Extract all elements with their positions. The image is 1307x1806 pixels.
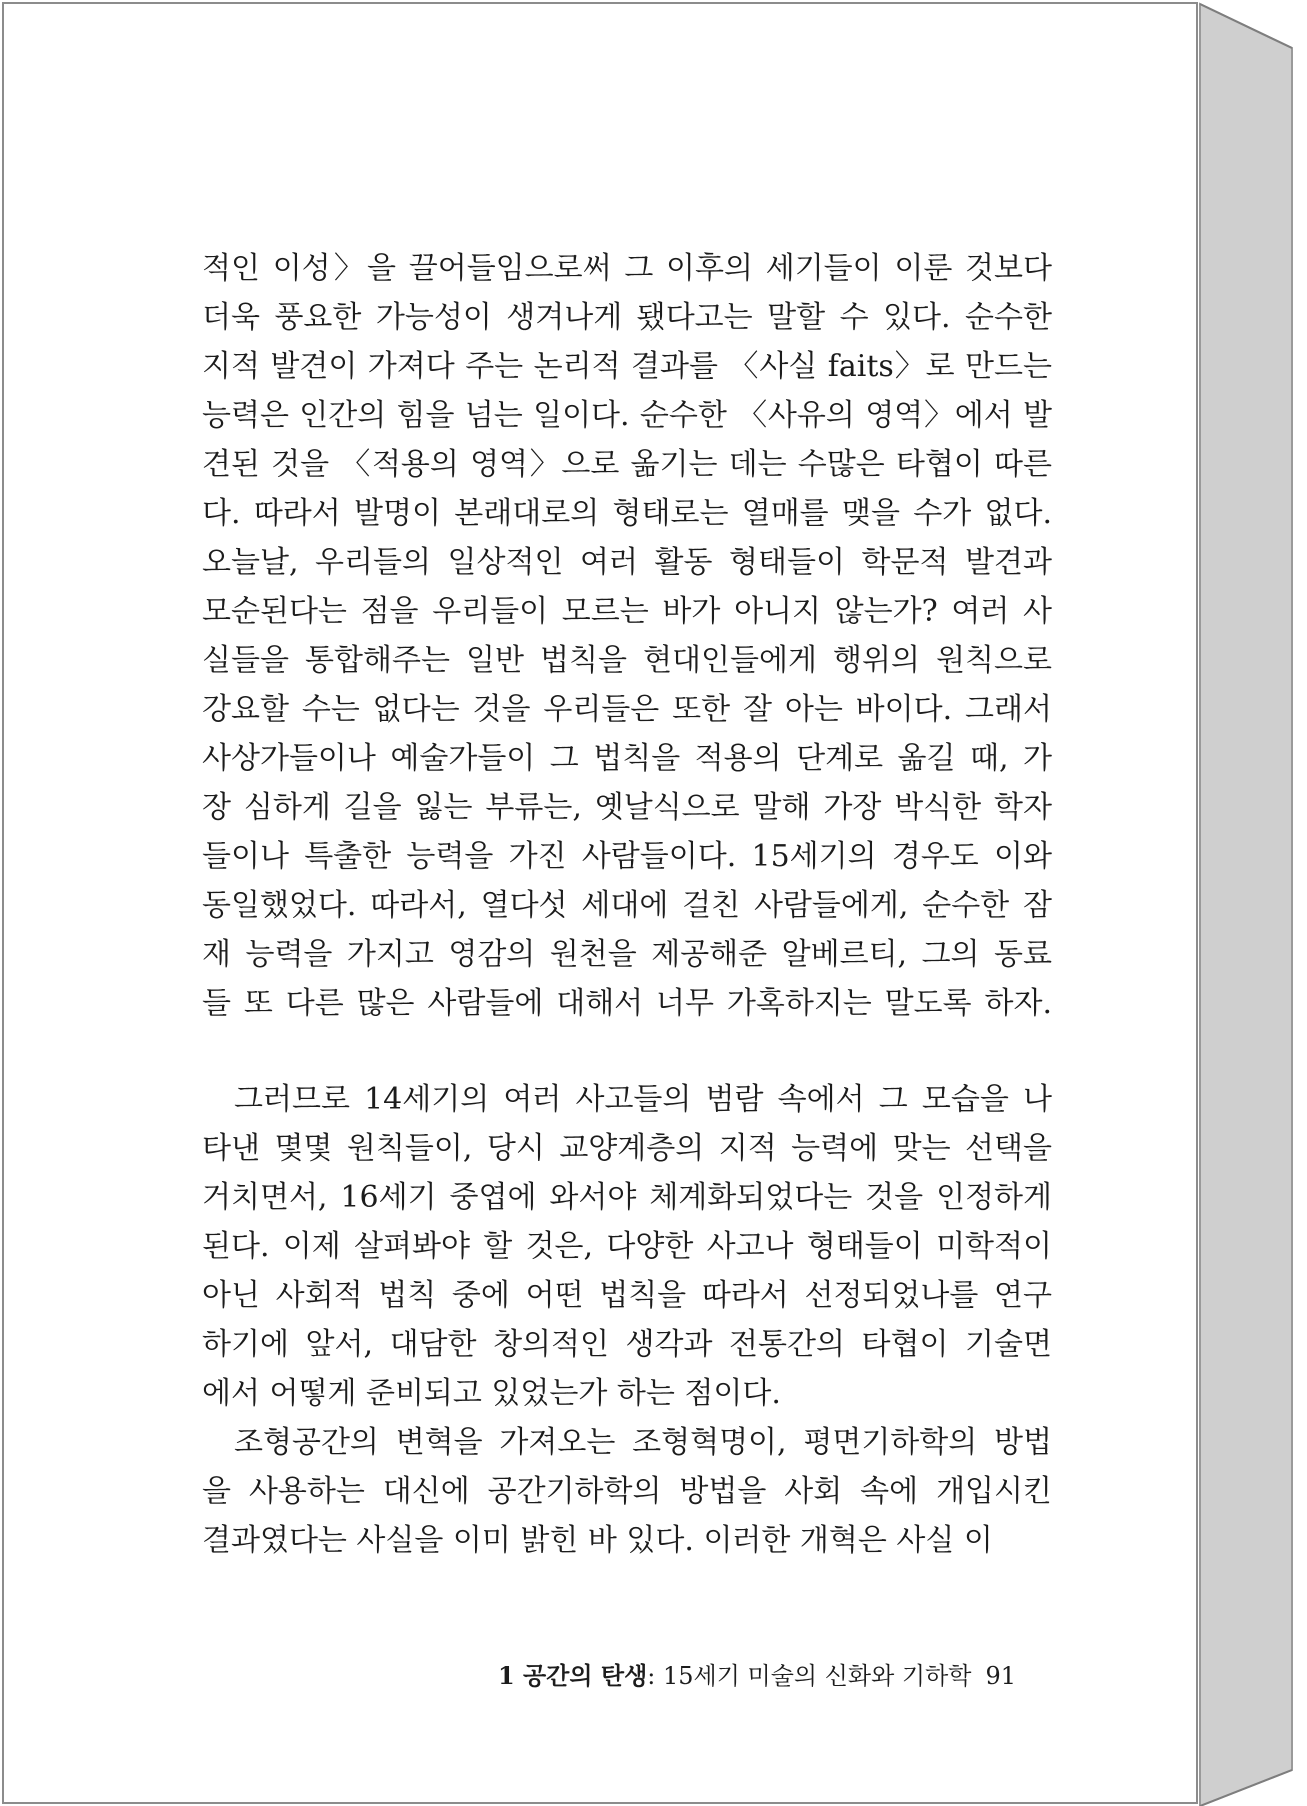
text-line: 결과였다는 사실을 이미 밝힌 바 있다. 이러한 개혁은 사실 이	[202, 1523, 993, 1558]
text-line: 모순된다는 점을 우리들이 모르는 바가 아니지 않는가? 여러 사	[202, 594, 1052, 629]
text-line: 실들을 통합해주는 일반 법칙을 현대인들에게 행위의 원칙으로	[202, 643, 1052, 678]
text-line: 적인 이성〉을 끌어들임으로써 그 이후의 세기들이 이룬 것보다	[202, 251, 1052, 286]
text-line: 하기에 앞서, 대담한 창의적인 생각과 전통간의 타협이 기술면	[202, 1327, 1052, 1362]
text-line: 견된 것을 〈적용의 영역〉으로 옮기는 데는 수많은 타협이 따른	[202, 447, 1052, 482]
text-line: 된다. 이제 살펴봐야 할 것은, 다양한 사고나 형태들이 미학적이	[202, 1229, 1052, 1264]
text-line: 을 사용하는 대신에 공간기하학의 방법을 사회 속에 개입시킨	[202, 1474, 1052, 1509]
text-line: 들 또 다른 많은 사람들에 대해서 너무 가혹하지는 말도록 하자.	[202, 986, 1052, 1021]
footer-chapter: 1 공간의 탄생	[497, 1661, 648, 1690]
text-line: 강요할 수는 없다는 것을 우리들은 또한 잘 아는 바이다. 그래서	[202, 692, 1052, 727]
text-line: 사상가들이나 예술가들이 그 법칙을 적용의 단계로 옮길 때, 가	[202, 741, 1052, 776]
text-line: 지적 발견이 가져다 주는 논리적 결과를 〈사실 faits〉로 만드는	[202, 349, 1052, 384]
text-line: 에서 어떻게 준비되고 있었는가 하는 점이다.	[202, 1376, 781, 1411]
text-line: 능력은 인간의 힘을 넘는 일이다. 순수한 〈사유의 영역〉에서 발	[202, 398, 1052, 433]
page-number: 91	[985, 1662, 1016, 1690]
text-line: 거치면서, 16세기 중엽에 와서야 체계화되었다는 것을 인정하게	[202, 1180, 1052, 1215]
text-line: 조형공간의 변혁을 가져오는 조형혁명이, 평면기하학의 방법	[234, 1425, 1052, 1460]
text-line: 아닌 사회적 법칙 중에 어떤 법칙을 따라서 선정되었나를 연구	[202, 1278, 1052, 1313]
text-line: 다. 따라서 발명이 본래대로의 형태로는 열매를 맺을 수가 없다.	[202, 496, 1052, 531]
footer-subtitle: : 15세기 미술의 신화와 기하학	[647, 1662, 972, 1690]
text-line: 재 능력을 가지고 영감의 원천을 제공해준 알베르티, 그의 동료	[202, 937, 1052, 972]
text-line: 그러므로 14세기의 여러 사고들의 범람 속에서 그 모습을 나	[234, 1082, 1052, 1117]
text-line: 타낸 몇몇 원칙들이, 당시 교양계층의 지적 능력에 맞는 선택을	[202, 1131, 1052, 1166]
text-line: 들이나 특출한 능력을 가진 사람들이다. 15세기의 경우도 이와	[202, 839, 1052, 874]
text-line: 장 심하게 길을 잃는 부류는, 옛날식으로 말해 가장 박식한 학자	[202, 790, 1052, 825]
text-line: 동일했었다. 따라서, 열다섯 세대에 걸친 사람들에게, 순수한 잠	[202, 888, 1052, 923]
text-line: 오늘날, 우리들의 일상적인 여러 활동 형태들이 학문적 발견과	[202, 545, 1052, 580]
text-line: 더욱 풍요한 가능성이 생겨나게 됐다고는 말할 수 있다. 순수한	[202, 300, 1052, 335]
